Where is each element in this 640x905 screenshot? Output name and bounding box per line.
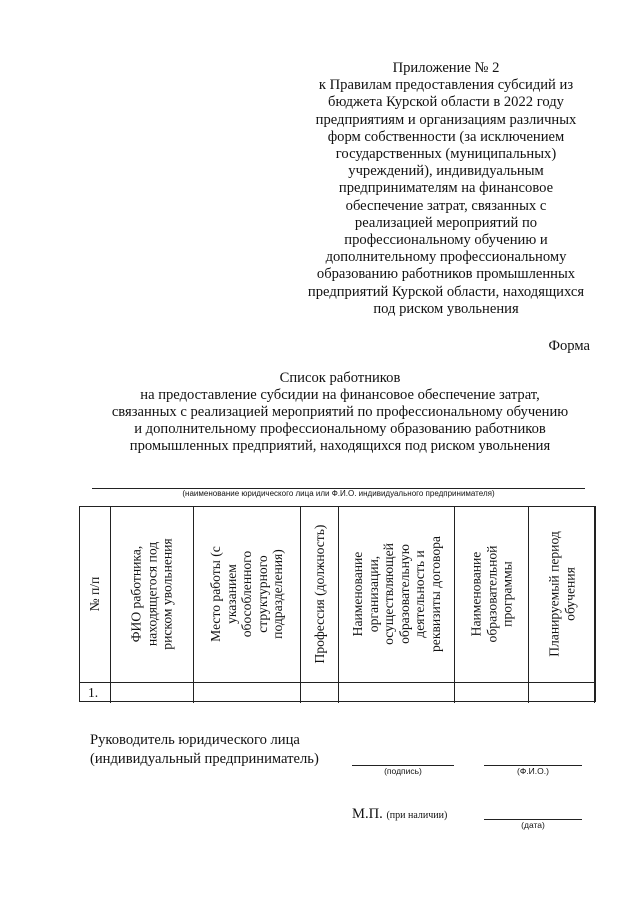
signer-line: (индивидуальный предприниматель) <box>90 751 319 767</box>
column-fio <box>111 507 194 703</box>
header-line: реквизиты договора <box>427 536 443 652</box>
stamp-note: (при наличии) <box>386 810 448 821</box>
entity-name-caption: (наименование юридического лица или Ф.И.О. индивидуального предпринимателя) <box>182 489 495 498</box>
column-program <box>455 507 529 703</box>
appendix-line: государственных (муниципальных) <box>335 146 557 163</box>
header-line: ФИО работника, <box>128 545 144 643</box>
header-line: Наименование <box>349 551 365 637</box>
header-line: Место работы (с <box>208 546 224 642</box>
header-line: Наименование <box>468 551 484 637</box>
header-line: № п/п <box>87 576 103 612</box>
appendix-header <box>296 60 596 318</box>
appendix-line: Приложение № 2 <box>392 60 500 76</box>
row-number: 1. <box>88 685 99 700</box>
column-header-number <box>87 510 103 678</box>
title-line: промышленных предприятий, находящихся под риском увольнения <box>129 438 551 454</box>
appendix-line: под риском увольнения <box>373 300 519 317</box>
appendix-line: обеспечение затрат, связанных с <box>345 197 547 214</box>
column-header-period <box>546 510 577 678</box>
header-line: указанием <box>223 564 239 624</box>
title-line: Список работников <box>279 370 401 386</box>
column-header-organization <box>350 510 444 678</box>
header-line: программы <box>499 561 515 627</box>
header-line: риском увольнения <box>159 538 175 650</box>
form-label: Форма <box>548 338 590 354</box>
appendix-line: к Правилам предоставления субсидий из <box>318 77 574 94</box>
header-line: Планируемый период <box>545 531 561 657</box>
appendix-line: реализацией мероприятий по <box>354 214 538 231</box>
column-header-profession <box>312 510 328 678</box>
column-profession <box>301 507 339 703</box>
appendix-line: предприятий Курской области, находящихся <box>307 283 585 300</box>
appendix-line: предприятиям и организациям различных <box>315 111 577 128</box>
header-line: организации, <box>365 555 381 633</box>
workers-table <box>79 506 596 702</box>
appendix-line: образованию работников промышленных <box>316 266 576 283</box>
signature-caption: (подпись) <box>384 766 422 776</box>
column-organization <box>339 507 455 703</box>
header-line: обучения <box>561 567 577 621</box>
document-title <box>60 370 620 455</box>
appendix-line: дополнительному профессиональному <box>325 249 567 266</box>
header-line: находящегося под <box>144 541 160 647</box>
header-row-separator <box>80 682 595 683</box>
header-line: структурного <box>254 555 270 633</box>
appendix-line: форм собственности (за исключением <box>327 128 565 145</box>
header-line: подразделения) <box>270 549 286 639</box>
stamp-mp: М.П. <box>352 806 383 822</box>
header-line: образовательную <box>396 544 412 644</box>
column-header-fio <box>129 510 176 678</box>
appendix-line: бюджета Курской области в 2022 году <box>328 94 564 111</box>
column-number <box>80 507 111 703</box>
title-line: на предоставление субсидии на финансовое обеспечение затрат, <box>140 387 540 403</box>
column-header-workplace <box>208 510 286 678</box>
signer-line: Руководитель юридического лица <box>90 732 300 748</box>
appendix-line: предпринимателям на финансовое <box>338 180 554 197</box>
header-line: образовательной <box>483 545 499 643</box>
header-line: Профессия (должность) <box>311 524 327 664</box>
header-line: обособленного <box>239 550 255 638</box>
stamp-label <box>352 806 447 823</box>
appendix-line: учреждений), индивидуальным <box>348 163 544 180</box>
date-caption: (дата) <box>521 820 545 830</box>
header-line: осуществляющей <box>380 543 396 645</box>
column-period <box>529 507 595 703</box>
column-workplace <box>194 507 301 703</box>
appendix-line: профессиональному обучению и <box>344 232 548 249</box>
header-line: деятельность и <box>412 550 428 638</box>
title-line: связанных с реализацией мероприятий по профессиональному обучению <box>111 404 569 420</box>
title-line: и дополнительному профессиональному образованию работников <box>134 421 546 437</box>
column-header-program <box>468 510 515 678</box>
signer-label <box>90 731 319 769</box>
fio-caption: (Ф.И.О.) <box>517 766 549 776</box>
